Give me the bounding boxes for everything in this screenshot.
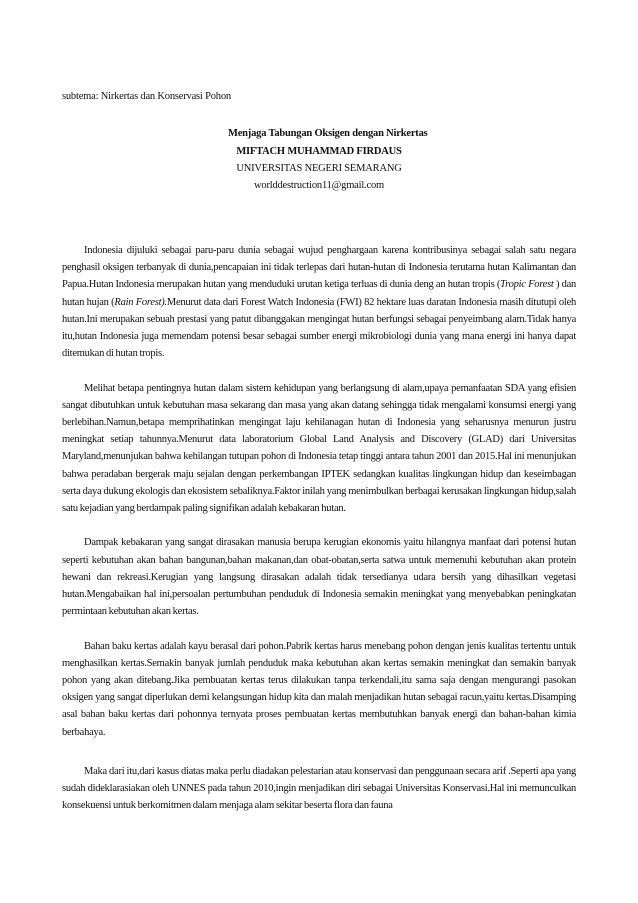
paragraph-1-text-c: Menurut data dari Forest Watch Indonesia (FWI) 82 hektare luas daratan Indonesia masih ditutupi oleh hutan.Ini merupakan sebuah prestasi yang patut dibanggakan mengingat hutan berfungsi sebagai penyeimbang alam.Tidak hanya itu,hutan Indonesia juga memendam potensi besar sebagai sumber energi mikrobiologi dunia yang mana energi ini hanya dapat ditemukan di hutan tropis.: [62, 296, 576, 360]
subtema-line: subtema: Nirkertas dan Konservasi Pohon: [62, 91, 231, 102]
paragraph-1-italic-1: Tropic Forest: [500, 279, 554, 291]
paragraph-1-text-b: ) dan hutan hujan (: [62, 279, 576, 308]
paragraph-1-italic-2: Rain Forest).: [114, 296, 167, 308]
author-name: MIFTACH MUHAMMAD FIRDAUS: [236, 146, 402, 157]
body-text: [62, 242, 576, 758]
paragraph-2: Melihat betapa pentingnya hutan dalam sistem kehidupan yang berlangsung di alam,upaya pemanfaatan SDA yang efisien sangat dibutuhkan untuk kebutuhan masa sekarang dan masa yang akan datang sehingga tidak mengalami konsumsi energi yang berlebihan.Namun,betapa memprihatinkan mengingat laju kehilanagan hutan di Indonesia yang seharusnya menurun justru meningkat setiap tahunnya.Menurut data laboratorium Global Land Analysis and Discovery (GLAD) dari Universitas Maryland,menunjukan bahwa kehilangan tutupan pohon di Indonesia tetap tinggi antara tahun 2001 dan 2015.Hal ini menunjukan bahwa peradaban bergerak maju sejalan dengan perkembangan IPTEK sedangkan kualitas lingkungan hidup dan keseimbagan serta daya dukung ekologis dan ekosistem sebaliknya.Faktor inilah yang menimbulkan berbagai kerusakan lingkungan hidup,salah satu kejadian yang berdampak paling signifikan adalah kebakaran hutan.: [62, 382, 576, 515]
paragraph-4: Bahan baku kertas adalah kayu berasal dari pohon.Pabrik kertas harus menebang pohon dengan jenis kualitas tertentu untuk menghasilkan kertas.Semakin banyak jumlah penduduk maka kebutuhan akan kertas semakin meningkat dan semakin banyak pohon yang akan ditebang.Jika pembuatan kertas terus dilakukan tanpa terkendali,itu sama saja dengan mengurangi pasokan oksigen yang sangat diperlukan demi kelangsungan hidup kita dan malah menjadikan hutan sebagai racun,yaitu kertas.Disamping asal bahan baku kertas dari pohonnya ternyata proses pembuatan kertas membutuhkan banyak energi dan bahan-bahan kimia berbahaya.: [62, 640, 576, 738]
paragraph-5: Maka dari itu,dari kasus diatas maka perlu diadakan pelestarian atau konservasi dan penggunaan secara arif .Seperti apa yang sudah dideklarasiakan oleh UNNES pada tahun 2010,ingin menjadikan diri sebagai Universitas Konservasi.Hal ini memunculkan konsekuensi untuk berkomitmen dalam menjaga alam sekitar beserta flora dan fauna: [62, 766, 576, 812]
university-name: UNIVERSITAS NEGERI SEMARANG: [236, 163, 402, 174]
author-email: worlddestruction11@gmail.com: [254, 180, 384, 191]
paragraph-3: Dampak kebakaran yang sangat dirasakan manusia berupa kerugian ekonomis yaitu hilangnya manfaat dari potensi hutan seperti kebutuhan akan bahan bangunan,bahan makanan,dan obat-obatan,serta satwa untuk memenuhi kebutuhan akan protein hewani dan rekreasi.Kerugian yang langsung dirasakan adalah tidak tersedianya udara bersih yang dihasilkan vegetasi hutan.Mengabaikan hal ini,persoalan pertumbuhan penduduk di Indonesia semakin meningkat yang menyebabkan peningkatan permintaan kebutuhan akan kertas.: [62, 537, 576, 618]
paragraph-1-text-a: Indonesia dijuluki sebagai paru-paru dunia sebagai wujud penghargaan karena kontribusinya sebagai salah satu negara penghasil oksigen terbanyak di dunia,pencapaian ini tidak terlepas dari hutan-hutan di Indonesia terutama hutan Kalimantan dan Papua.Hutan Indonesia merupakan hutan yang menduduki urutan ketiga terluas di dunia deng an hutan tropis (: [62, 245, 576, 291]
paragraph-1: [62, 242, 576, 362]
article-title: Menjaga Tabungan Oksigen dengan Nirkertas: [228, 128, 428, 139]
